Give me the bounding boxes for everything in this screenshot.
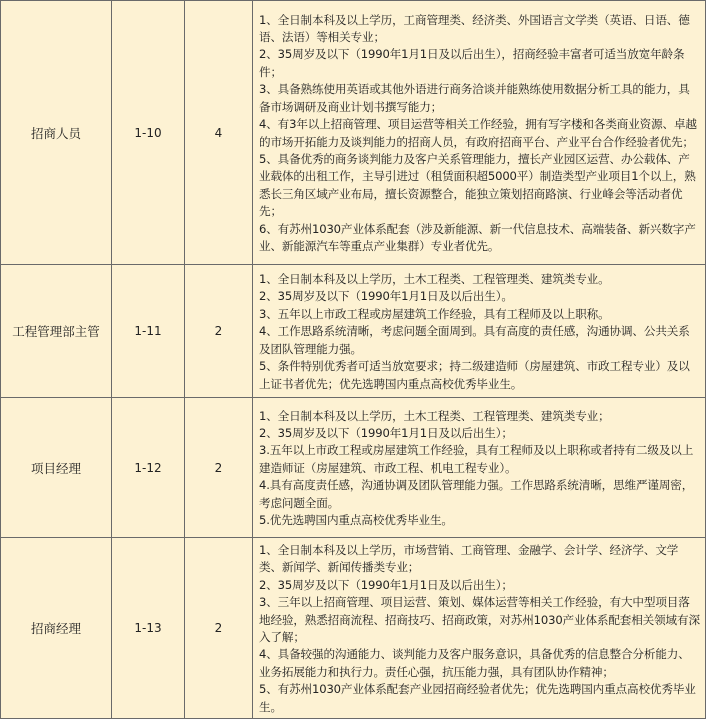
code-cell: 1-13	[112, 538, 185, 719]
requirement-line: 2、35周岁及以下（1990年1月1日及以后出生），招商经验丰富者可适当放宽年龄条件；	[259, 47, 685, 79]
requirement-line: 5、具备优秀的商务谈判能力及客户关系管理能力，擅长产业园区运营、办公载体、产业载体的出租工作，主导引进过（租赁面积超5000平）制造类型产业项目1个以上，熟悉长三角区域产业布局，擅长资源整合，能独立策划招商路演、行业峰会等活动者优先；	[259, 151, 696, 219]
code-cell: 1-10	[112, 1, 185, 265]
requirement-line: 5、有苏州1030产业体系配套产业园招商经验者优先；优先选聘国内重点高校优秀毕业生。	[259, 682, 696, 714]
table-row	[1, 1, 706, 265]
requirement-line: 6、有苏州1030产业体系配套（涉及新能源、新一代信息技术、高端装备、新兴数字产业、新能源汽车等重点产业集群）专业者优先。	[259, 221, 696, 253]
requirements-cell	[253, 265, 706, 398]
table-row	[1, 265, 706, 398]
position-cell: 项目经理	[1, 398, 112, 538]
code-cell: 1-12	[112, 398, 185, 538]
position-cell: 招商人员	[1, 1, 112, 265]
position-cell: 招商经理	[1, 538, 112, 719]
count-cell: 2	[185, 538, 253, 719]
count-cell: 2	[185, 265, 253, 398]
table-row	[1, 398, 706, 538]
count-cell: 2	[185, 398, 253, 538]
requirement-line: 3、具备熟练使用英语或其他外语进行商务洽谈并能熟练使用数据分析工具的能力，具备市场调研及商业计划书撰写能力；	[259, 82, 690, 114]
requirements-cell	[253, 1, 706, 265]
requirement-line: 3、三年以上招商管理、项目运营、策划、媒体运营等相关工作经验，有大中型项目落地经验，熟悉招商流程、招商技巧、招商政策，对苏州1030产业体系配套相关领域有深入了解；	[259, 595, 700, 645]
requirement-line: 4、具备较强的沟通能力、谈判能力及客户服务意识，具备优秀的信息整合分析能力、业务拓展能力和执行力。责任心强，抗压能力强，具有团队协作精神；	[259, 647, 690, 679]
requirement-line: 2、35周岁及以下（1990年1月1日及以后出生）；	[259, 425, 513, 440]
table-row	[1, 538, 706, 719]
requirement-line: 5、条件特别优秀者可适当放宽要求；持二级建造师（房屋建筑、市政工程专业）及以上证书者优先；优先选聘国内重点高校优秀毕业生。	[259, 359, 690, 391]
requirement-line: 2、35周岁及以下（1990年1月1日及以后出生）。	[259, 289, 513, 304]
requirement-line: 4、有3年以上招商管理、项目运营等相关工作经验，拥有写字楼和各类商业资源、卓越的市场开拓能力及谈判能力的招商人员，有政府招商平台、产业平台合作经验者优先；	[259, 117, 697, 149]
position-cell: 工程管理部主管	[1, 265, 112, 398]
requirement-line: 4.具有高度责任感，沟通协调及团队管理能力强。工作思路系统清晰，思维严谨周密，考虑问题全面。	[259, 478, 694, 510]
requirement-line: 4、工作思路系统清晰，考虑问题全面周到。具有高度的责任感，沟通协调、公共关系及团队管理能力强。	[259, 324, 690, 356]
requirement-line: 1、全日制本科及以上学历，土木工程类、工程管理类、建筑类专业；	[259, 408, 610, 423]
requirements-cell	[253, 398, 706, 538]
requirement-line: 3.五年以上市政工程或房屋建筑工作经验，具有工程师及以上职称或者持有二级及以上建造师证（房屋建筑、市政工程、机电工程专业）。	[259, 443, 694, 475]
code-cell: 1-11	[112, 265, 185, 398]
requirement-line: 1、全日制本科及以上学历，土木工程类、工程管理类、建筑类专业。	[259, 272, 610, 287]
requirement-line: 1、全日制本科及以上学历，工商管理类、经济类、外国语言文学类（英语、日语、德语、法语）等相关专业；	[259, 12, 690, 45]
requirement-line: 1、全日制本科及以上学历，市场营销、工商管理、金融学、会计学、经济学、文学类、新闻学、新闻传播类专业；	[259, 543, 679, 575]
requirement-line: 2、35周岁及以下（1990年1月1日及以后出生）；	[259, 577, 513, 592]
requirement-line: 3、五年以上市政工程或房屋建筑工作经验，具有工程师及以上职称。	[259, 306, 610, 321]
requirements-cell	[253, 538, 706, 719]
requirement-line: 5.优先选聘国内重点高校优秀毕业生。	[259, 513, 453, 528]
count-cell: 4	[185, 1, 253, 265]
